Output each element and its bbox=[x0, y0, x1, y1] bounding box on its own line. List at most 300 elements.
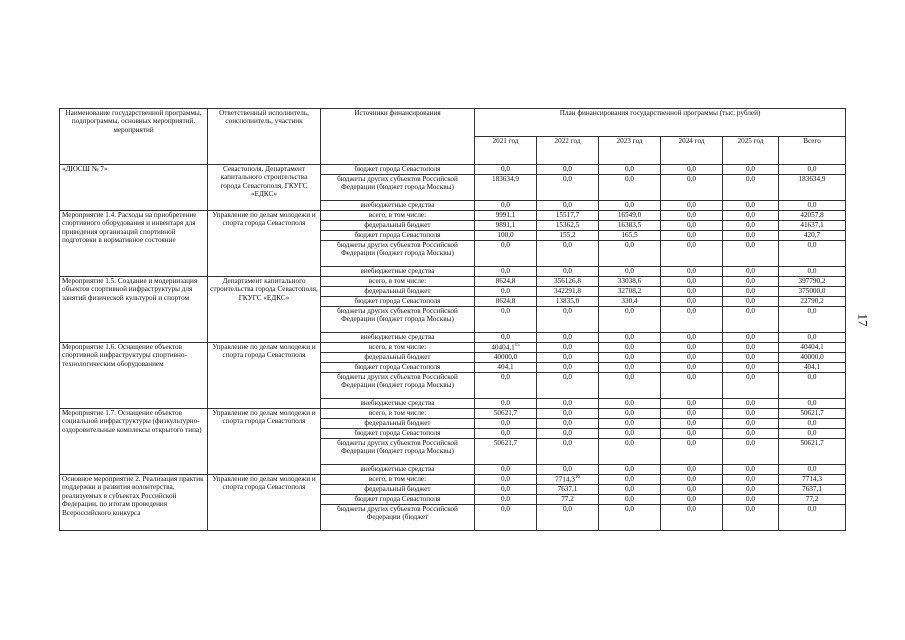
value-text: 165,5 bbox=[621, 231, 638, 239]
value-text: 0,0 bbox=[746, 333, 755, 341]
value-text: 0,0 bbox=[687, 221, 696, 229]
year-value bbox=[537, 475, 599, 485]
year-value bbox=[475, 465, 537, 475]
funding-source: федеральный бюджет bbox=[321, 485, 475, 495]
year-value bbox=[723, 277, 779, 287]
total-value bbox=[779, 175, 846, 201]
value-text: 7637,1 bbox=[557, 485, 578, 493]
year-value bbox=[475, 241, 537, 267]
year-value bbox=[475, 175, 537, 201]
year-value bbox=[475, 495, 537, 505]
table-row bbox=[60, 409, 846, 419]
year-value bbox=[723, 201, 779, 211]
year-value bbox=[723, 373, 779, 399]
year-value bbox=[537, 221, 599, 231]
value-text: 0,0 bbox=[563, 267, 572, 275]
year-value bbox=[723, 241, 779, 267]
value-text: 0,0 bbox=[746, 363, 755, 371]
year-value bbox=[661, 333, 723, 343]
value-text: 0,0 bbox=[625, 419, 634, 427]
year-value bbox=[599, 241, 661, 267]
value-text: 183634,9 bbox=[798, 175, 826, 183]
year-value bbox=[537, 165, 599, 175]
funding-source: всего, в том числе: bbox=[321, 277, 475, 287]
year-value bbox=[599, 485, 661, 495]
measure-name: Мероприятие 1.6. Оснащение объектов спортивной инфраструктуры спортивно-технологическим оборудованием bbox=[60, 343, 208, 409]
year-value bbox=[661, 363, 723, 373]
total-value bbox=[779, 465, 846, 475]
value-text: 0,0 bbox=[625, 267, 634, 275]
total-value bbox=[779, 333, 846, 343]
year-value bbox=[661, 485, 723, 495]
value-text: 0,0 bbox=[807, 505, 817, 513]
year-value bbox=[599, 231, 661, 241]
value-text: 0,0 bbox=[625, 409, 634, 417]
year-value bbox=[661, 277, 723, 287]
year-value bbox=[599, 399, 661, 409]
value-text: 0,0 bbox=[501, 465, 510, 473]
header-sources: Источники финансирования bbox=[321, 109, 475, 165]
year-value bbox=[723, 175, 779, 201]
year-value bbox=[599, 297, 661, 307]
year-value bbox=[537, 343, 599, 353]
value-text: 397790,2 bbox=[798, 277, 826, 285]
header-year: 2024 год bbox=[661, 137, 723, 165]
value-text: 404,1 bbox=[497, 363, 514, 371]
value-text: 0,0 bbox=[746, 297, 755, 305]
year-value bbox=[537, 409, 599, 419]
value-text: 40404,1 bbox=[800, 343, 824, 351]
value-text: 0,0 bbox=[563, 363, 572, 371]
year-value bbox=[599, 495, 661, 505]
funding-source: федеральный бюджет bbox=[321, 221, 475, 231]
header-year: 2021 год bbox=[475, 137, 537, 165]
value-text: 0,0 bbox=[687, 353, 696, 361]
year-value bbox=[537, 439, 599, 465]
funding-source: бюджет города Севастополя bbox=[321, 231, 475, 241]
year-value bbox=[723, 343, 779, 353]
value-text: 0,0 bbox=[563, 343, 572, 351]
value-text: 155,2 bbox=[559, 231, 576, 239]
measure-name: Мероприятие 1.5. Создание и модернизация объектов спортивной инфраструктуры для занятий физической культурой и спортом bbox=[60, 277, 208, 343]
value-text: 0,0 bbox=[563, 165, 572, 173]
year-value bbox=[537, 399, 599, 409]
year-value bbox=[537, 297, 599, 307]
value-text: 0,0 bbox=[563, 429, 572, 437]
total-value bbox=[779, 165, 846, 175]
value-text: 0,0 bbox=[563, 373, 572, 381]
value-text: 0,0 bbox=[687, 201, 696, 209]
year-value bbox=[599, 353, 661, 363]
value-text: 0,0 bbox=[687, 287, 696, 295]
value-text: 22790,2 bbox=[800, 297, 824, 305]
year-value bbox=[537, 277, 599, 287]
header-plan: План финансирования государственной программы (тыс. рублей) bbox=[475, 109, 846, 137]
funding-source: бюджет города Севастополя bbox=[321, 363, 475, 373]
value-text: 342291,8 bbox=[554, 287, 581, 295]
total-value bbox=[779, 485, 846, 495]
value-text: 0,0 bbox=[563, 307, 572, 315]
value-text: 100,0 bbox=[497, 231, 514, 239]
value-text: 0,0 bbox=[625, 505, 634, 513]
year-value bbox=[599, 221, 661, 231]
value-text: 0,0 bbox=[625, 165, 634, 173]
value-text: 0,0 bbox=[807, 201, 817, 209]
value-text: 0,0 bbox=[501, 287, 510, 295]
value-text: 0,0 bbox=[625, 343, 634, 351]
total-value bbox=[779, 429, 846, 439]
value-text: 0,0 bbox=[563, 505, 572, 513]
year-value bbox=[661, 211, 723, 221]
funding-source: бюджет города Севастополя bbox=[321, 297, 475, 307]
year-value bbox=[599, 287, 661, 297]
year-value bbox=[537, 267, 599, 277]
year-value bbox=[537, 419, 599, 429]
value-text: 0,0 bbox=[687, 505, 696, 513]
value-text: 50621,7 bbox=[493, 439, 518, 447]
year-value bbox=[723, 429, 779, 439]
value-text: 0,0 bbox=[501, 429, 510, 437]
value-text: 0,0 bbox=[746, 505, 755, 513]
year-value bbox=[537, 287, 599, 297]
year-value bbox=[723, 399, 779, 409]
header-total: Всего bbox=[779, 137, 846, 165]
funding-source: бюджеты других субъектов Российской Федерации (бюджет города Москвы) bbox=[321, 373, 475, 399]
funding-source: внебюджетные средства bbox=[321, 465, 475, 475]
value-text: 0,0 bbox=[746, 353, 755, 361]
value-text: 0,0 bbox=[625, 485, 634, 493]
value-text: 0,0 bbox=[687, 165, 696, 173]
value-text: 0,0 bbox=[625, 175, 634, 183]
value-text: 0,0 bbox=[501, 475, 510, 483]
total-value bbox=[779, 475, 846, 485]
value-text: 0,0 bbox=[807, 165, 817, 173]
total-value bbox=[779, 267, 846, 277]
year-value bbox=[661, 175, 723, 201]
value-text: 50621,7 bbox=[493, 409, 518, 417]
year-value bbox=[661, 287, 723, 297]
value-text: 0,0 bbox=[687, 297, 696, 305]
table-row bbox=[60, 343, 846, 353]
funding-source: внебюджетные средства bbox=[321, 333, 475, 343]
funding-source: бюджет города Севастополя bbox=[321, 165, 475, 175]
value-text: 0,0 bbox=[563, 201, 572, 209]
value-text: 0,0 bbox=[501, 495, 510, 503]
value-text: 0,0 bbox=[807, 307, 817, 315]
year-value bbox=[537, 333, 599, 343]
year-value bbox=[723, 485, 779, 495]
value-text: 0,0 bbox=[746, 475, 755, 483]
value-text: 0,0 bbox=[687, 373, 696, 381]
value-text: 404,1 bbox=[803, 363, 821, 371]
value-text: 0,0 bbox=[807, 465, 817, 473]
table-row bbox=[60, 211, 846, 221]
year-value bbox=[599, 267, 661, 277]
year-value bbox=[723, 495, 779, 505]
value-text: 0,0 bbox=[687, 495, 696, 503]
funding-source: всего, в том числе: bbox=[321, 211, 475, 221]
funding-source: всего, в том числе: bbox=[321, 409, 475, 419]
year-value bbox=[723, 505, 779, 531]
total-value bbox=[779, 363, 846, 373]
value-text: 0,0 bbox=[563, 439, 572, 447]
value-text: 13835,0 bbox=[555, 297, 580, 305]
year-value bbox=[475, 419, 537, 429]
header-year: 2022 год bbox=[537, 137, 599, 165]
year-value bbox=[537, 175, 599, 201]
year-value bbox=[661, 429, 723, 439]
year-value bbox=[661, 475, 723, 485]
year-value bbox=[661, 419, 723, 429]
year-value bbox=[599, 333, 661, 343]
value-text: 0,0 bbox=[687, 307, 696, 315]
year-value bbox=[475, 201, 537, 211]
funding-source: внебюджетные средства bbox=[321, 267, 475, 277]
value-text: 0,0 bbox=[687, 419, 696, 427]
value-text: 0,0 bbox=[746, 485, 755, 493]
value-text: 0,0 bbox=[807, 241, 817, 249]
header-row bbox=[60, 109, 846, 137]
funding-source: внебюджетные средства bbox=[321, 201, 475, 211]
total-value bbox=[779, 307, 846, 333]
year-value bbox=[475, 439, 537, 465]
year-value bbox=[475, 373, 537, 399]
value-text: 0,0 bbox=[746, 495, 755, 503]
year-value bbox=[661, 409, 723, 419]
table-row bbox=[60, 165, 846, 175]
year-value bbox=[475, 475, 537, 485]
value-text: 41637,1 bbox=[800, 221, 824, 229]
total-value bbox=[779, 353, 846, 363]
value-text: 0,0 bbox=[687, 409, 696, 417]
value-text: 0,0 bbox=[563, 241, 572, 249]
year-value bbox=[723, 267, 779, 277]
value-text: 16383,5 bbox=[617, 221, 642, 229]
year-value bbox=[475, 297, 537, 307]
header-responsible: Ответственный исполнитель, соисполнитель, участник bbox=[208, 109, 321, 165]
year-value bbox=[475, 287, 537, 297]
header-year: 2023 год bbox=[599, 137, 661, 165]
year-value bbox=[661, 353, 723, 363]
financing-table bbox=[59, 108, 846, 531]
year-value bbox=[723, 231, 779, 241]
year-value bbox=[723, 363, 779, 373]
year-value bbox=[723, 287, 779, 297]
value-text: 0,0 bbox=[687, 475, 696, 483]
value-text: 0,0 bbox=[746, 277, 755, 285]
year-value bbox=[475, 363, 537, 373]
value-text: 0,0 bbox=[746, 287, 755, 295]
value-text: 0,0 bbox=[501, 419, 510, 427]
footnote-mark: 16 bbox=[574, 475, 580, 480]
value-text: 0,0 bbox=[625, 475, 634, 483]
year-value bbox=[599, 211, 661, 221]
funding-source: бюджеты других субъектов Российской Федерации (бюджет bbox=[321, 505, 475, 531]
measure-name: Основное мероприятие 2. Реализация практик поддержки и развития волонтерства, реализуемых в субъектах Российской Федерации, по итогам проведения Всероссийского конкурса bbox=[60, 475, 208, 531]
responsible-executor: Управление по делам молодежи и спорта города Севастополя bbox=[208, 343, 321, 409]
value-text: 330,4 bbox=[621, 297, 638, 305]
value-text: 0,0 bbox=[501, 267, 510, 275]
year-value bbox=[599, 165, 661, 175]
year-value bbox=[723, 297, 779, 307]
value-text: 0,0 bbox=[746, 211, 755, 219]
value-text: 0,0 bbox=[687, 333, 696, 341]
year-value bbox=[537, 231, 599, 241]
year-value bbox=[599, 419, 661, 429]
value-text: 183634,9 bbox=[492, 175, 519, 183]
year-value bbox=[661, 267, 723, 277]
year-value bbox=[599, 307, 661, 333]
year-value bbox=[475, 333, 537, 343]
year-value bbox=[661, 221, 723, 231]
funding-source: федеральный бюджет bbox=[321, 419, 475, 429]
value-text: 0,0 bbox=[746, 409, 755, 417]
value-text: 0,0 bbox=[625, 241, 634, 249]
header-year: 2025 год bbox=[723, 137, 779, 165]
total-value bbox=[779, 201, 846, 211]
year-value bbox=[475, 221, 537, 231]
total-value bbox=[779, 409, 846, 419]
value-text: 0,0 bbox=[501, 201, 510, 209]
page-number: 17 bbox=[855, 313, 871, 327]
value-text: 0,0 bbox=[563, 353, 572, 361]
responsible-executor: Управление по делам молодежи и спорта города Севастополя bbox=[208, 475, 321, 531]
year-value bbox=[475, 505, 537, 531]
value-text: 0,0 bbox=[746, 307, 755, 315]
value-text: 0,0 bbox=[746, 343, 755, 351]
funding-source: федеральный бюджет bbox=[321, 353, 475, 363]
value-text: 0,0 bbox=[687, 439, 696, 447]
year-value bbox=[723, 439, 779, 465]
value-text: 0,0 bbox=[625, 465, 634, 473]
value-text: 0,0 bbox=[501, 373, 510, 381]
value-text: 0,0 bbox=[625, 439, 634, 447]
value-text: 0,0 bbox=[687, 175, 696, 183]
value-text: 0,0 bbox=[687, 465, 696, 473]
value-text: 0,0 bbox=[746, 201, 755, 209]
value-text: 0,0 bbox=[563, 175, 572, 183]
year-value bbox=[475, 343, 537, 353]
year-value bbox=[599, 505, 661, 531]
year-value bbox=[537, 201, 599, 211]
value-text: 32708,2 bbox=[617, 287, 642, 295]
year-value bbox=[599, 465, 661, 475]
year-value bbox=[537, 241, 599, 267]
value-text: 0,0 bbox=[746, 439, 755, 447]
value-text: 0,0 bbox=[563, 333, 572, 341]
measure-name: Мероприятие 1.4. Расходы на приобретение спортивного оборудования и инвентаря для приведения организаций спортивной подготовки в нормативное состояние bbox=[60, 211, 208, 277]
value-text: 9891,1 bbox=[495, 221, 516, 229]
value-text: 0,0 bbox=[807, 399, 817, 407]
funding-source: всего, в том числе: bbox=[321, 343, 475, 353]
value-text: 0,0 bbox=[746, 267, 755, 275]
value-text: 0,0 bbox=[687, 277, 696, 285]
year-value bbox=[537, 353, 599, 363]
funding-source: бюджеты других субъектов Российской Федерации (бюджет города Москвы) bbox=[321, 175, 475, 201]
responsible-executor: Управление по делам молодежи и спорта города Севастополя bbox=[208, 409, 321, 475]
year-value bbox=[661, 241, 723, 267]
value-text: 50621,7 bbox=[800, 439, 824, 447]
table-body bbox=[60, 109, 846, 531]
value-text: 77,2 bbox=[805, 495, 819, 503]
total-value bbox=[779, 297, 846, 307]
value-text: 0,0 bbox=[746, 231, 755, 239]
value-text: 16549,0 bbox=[617, 211, 642, 219]
value-text: 0,0 bbox=[746, 419, 755, 427]
year-value bbox=[661, 465, 723, 475]
value-text: 33038,6 bbox=[617, 277, 642, 285]
year-value bbox=[599, 439, 661, 465]
value-text: 7714,3 bbox=[802, 475, 822, 483]
value-text: 0,0 bbox=[687, 399, 696, 407]
total-value bbox=[779, 241, 846, 267]
year-value bbox=[723, 409, 779, 419]
funding-source: бюджет города Севастополя bbox=[321, 429, 475, 439]
year-value bbox=[661, 505, 723, 531]
year-value bbox=[661, 201, 723, 211]
value-text: 0,0 bbox=[687, 363, 696, 371]
funding-source: бюджеты других субъектов Российской Федерации (бюджет города Москвы) bbox=[321, 439, 475, 465]
measure-name: «ДЮСШ № 7» bbox=[60, 165, 208, 211]
value-text: 0,0 bbox=[807, 429, 817, 437]
year-value bbox=[599, 409, 661, 419]
value-text: 0,0 bbox=[625, 333, 634, 341]
value-text: 0,0 bbox=[625, 399, 634, 407]
value-text: 42057,8 bbox=[800, 211, 824, 219]
year-value bbox=[723, 353, 779, 363]
year-value bbox=[661, 297, 723, 307]
value-text: 40000,0 bbox=[493, 353, 518, 361]
value-text: 0,0 bbox=[746, 175, 755, 183]
value-text: 8624,8 bbox=[495, 277, 516, 285]
value-text: 40000,0 bbox=[800, 353, 824, 361]
value-text: 420,7 bbox=[803, 231, 821, 239]
value-text: 0,0 bbox=[563, 399, 572, 407]
responsible-executor: Управление по делам молодежи и спорта города Севастополя bbox=[208, 211, 321, 277]
year-value bbox=[475, 307, 537, 333]
year-value bbox=[599, 175, 661, 201]
table-row bbox=[60, 277, 846, 287]
value-text: 0,0 bbox=[501, 333, 510, 341]
year-value bbox=[475, 399, 537, 409]
year-value bbox=[723, 419, 779, 429]
value-text: 15362,5 bbox=[555, 221, 580, 229]
year-value bbox=[475, 211, 537, 221]
year-value bbox=[475, 277, 537, 287]
value-text: 0,0 bbox=[687, 231, 696, 239]
footnote-mark: 15 bbox=[514, 343, 520, 348]
year-value bbox=[723, 165, 779, 175]
year-value bbox=[599, 277, 661, 287]
total-value bbox=[779, 419, 846, 429]
year-value bbox=[599, 343, 661, 353]
value-text: 0,0 bbox=[563, 419, 572, 427]
value-text: 7714,3 bbox=[555, 475, 575, 484]
total-value bbox=[779, 373, 846, 399]
year-value bbox=[599, 201, 661, 211]
year-value bbox=[475, 485, 537, 495]
value-text: 0,0 bbox=[746, 221, 755, 229]
year-value bbox=[599, 475, 661, 485]
year-value bbox=[537, 485, 599, 495]
table-row bbox=[60, 475, 846, 485]
total-value bbox=[779, 495, 846, 505]
value-text: 0,0 bbox=[563, 409, 572, 417]
value-text: 0,0 bbox=[807, 267, 817, 275]
value-text: 0,0 bbox=[501, 485, 510, 493]
year-value bbox=[661, 439, 723, 465]
total-value bbox=[779, 221, 846, 231]
